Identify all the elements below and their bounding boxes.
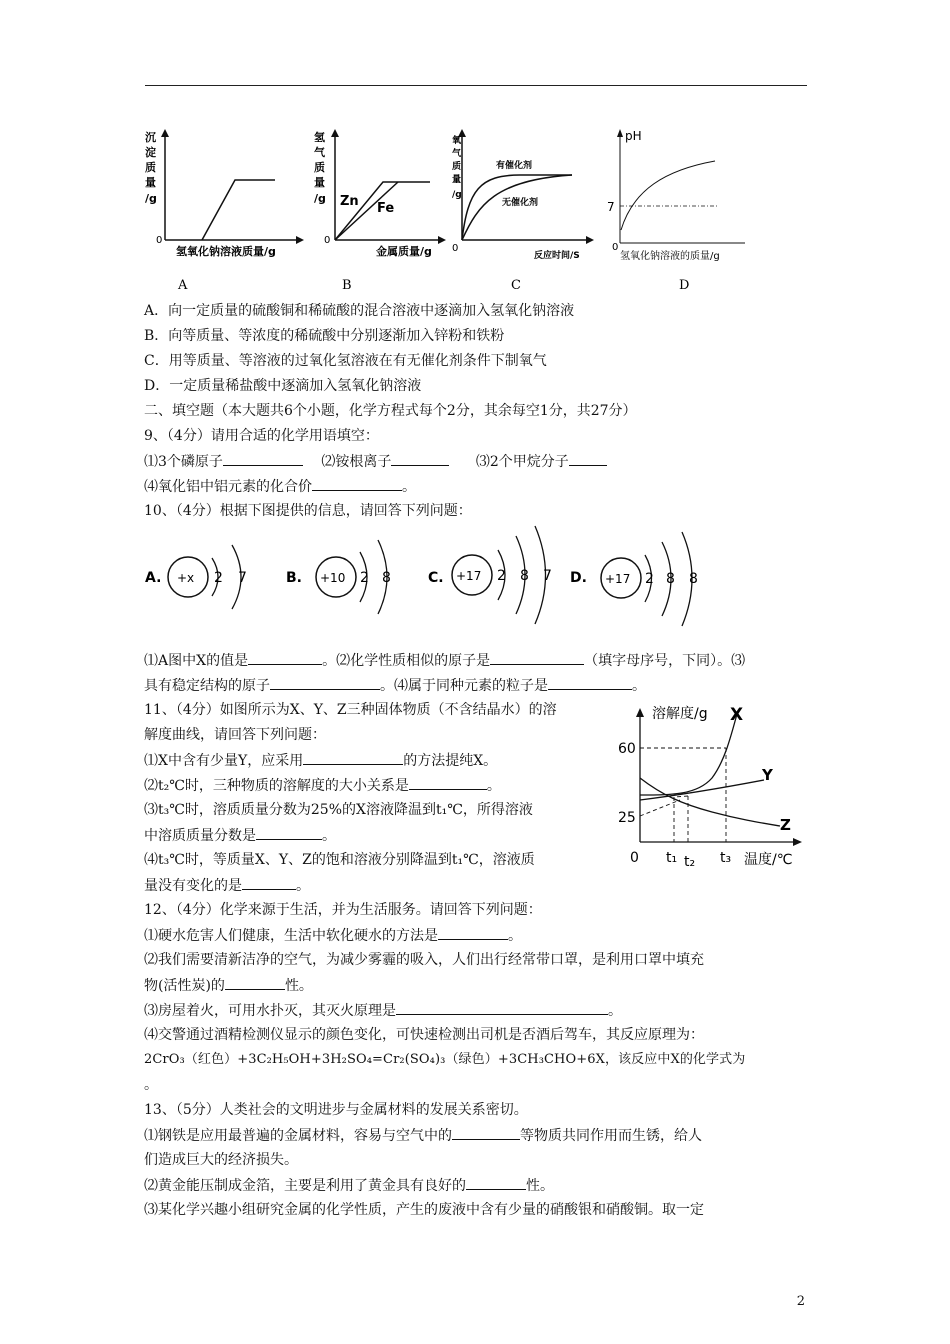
atom-c-shell-2: 8 [520, 568, 529, 584]
graph-c-ylabel-5: /g [452, 190, 462, 200]
q12-part-2-end: 性。 [284, 978, 313, 994]
graph-b-ylabel-3: 质 [314, 161, 325, 174]
atom-a-letter: A. [145, 570, 162, 586]
q9-part-4: ⑷氧化铝中铝元素的化合价 [144, 479, 312, 495]
question-9-row-1 [144, 451, 607, 472]
graph-a-ylabel-2: 淀 [145, 146, 156, 159]
question-13-part-3: ⑶某化学兴趣小组研究金属的化学性质，产生的废液中含有少量的硝酸银和硝酸铜。取一定 [144, 1202, 704, 1218]
graph-c-letter: C [511, 278, 521, 293]
solubility-ylabel: 溶解度/g [652, 706, 708, 722]
question-11-line-2: 解度曲线，请回答下列问题： [144, 727, 326, 743]
q13-part-2-end: 性。 [526, 1178, 554, 1194]
graph-c-ylabel-4: 量 [452, 175, 462, 185]
section-2-heading: 二、填空题（本大题共6个小题，化学方程式每个2分，其余每空1分，共27分） [144, 403, 637, 419]
atom-a-nucleus: +x [177, 571, 195, 585]
q10-answer-3[interactable] [270, 675, 380, 690]
question-12-part-2: ⑵我们需要清新洁净的空气，为减少雾霾的吸入，人们出行经常带口罩，是利用口罩中填充 [144, 952, 704, 968]
graph-a-letter: A [178, 278, 188, 293]
q13-part-1-end: 等物质共同作用而生锈，给人 [520, 1128, 702, 1144]
option-b: B．向等质量、等浓度的稀硫酸中分别逐渐加入锌粉和铁粉 [144, 328, 505, 344]
question-11-part-4: ⑷t₃℃时，等质量X、Y、Z的饱和溶液分别降温到t₁℃，溶液质 [144, 852, 535, 868]
atom-d-shell-2: 8 [666, 571, 675, 587]
solubility-tick-t1: t₁ [666, 850, 678, 866]
question-12-end: 。 [144, 1077, 158, 1093]
solubility-tick-60: 60 [618, 741, 636, 757]
graph-b [310, 125, 450, 304]
q13-answer-2[interactable] [466, 1175, 526, 1190]
q11-part-1-text: ⑴X中含有少量Y，应采用 [144, 753, 304, 769]
atom-d-nucleus: +17 [605, 572, 631, 586]
q9-answer-2[interactable] [391, 451, 449, 466]
atom-d-shell-1: 2 [645, 571, 654, 587]
question-13-part-1b: 们造成巨大的经济损失。 [144, 1152, 298, 1168]
q11-part-3-text: 中溶质质量分数是 [144, 828, 256, 844]
q10-answer-2[interactable] [490, 650, 584, 665]
option-c: C．用等质量、等溶液的过氧化氢溶液在有无催化剂条件下制氧气 [144, 353, 547, 369]
graph-b-ylabel-5: /g [314, 192, 326, 205]
q9-answer-1[interactable] [223, 451, 303, 466]
atom-c-letter: C. [428, 570, 444, 586]
graph-a-ylabel-1: 沉 [145, 131, 156, 144]
q9-part-2: ⑵铵根离子 [321, 454, 392, 470]
solubility-chart [612, 700, 812, 884]
solubility-tick-25: 25 [618, 810, 636, 826]
question-11-part-3: ⑶t₃℃时，溶质质量分数为25%的X溶液降温到t₁℃，所得溶液 [144, 802, 533, 818]
question-10-row-2 [144, 675, 646, 696]
question-11-part-4b [144, 875, 310, 896]
q13-part-2-text: ⑵黄金能压制成金箔，主要是利用了黄金具有良好的 [144, 1178, 466, 1194]
graph-a [140, 125, 310, 304]
question-12-part-4: ⑷交警通过酒精检测仪显示的颜色变化，可快速检测出司机是否酒后驾车，其反应原理为： [144, 1027, 704, 1043]
graph-a-ylabel-4: 量 [145, 176, 156, 189]
graph-b-origin: 0 [324, 235, 331, 246]
page-number: 2 [796, 1294, 805, 1309]
q12-part-3-end: 。 [608, 1003, 622, 1019]
graph-c-ylabel-3: 质 [452, 162, 462, 172]
q12-part-2-text: 物(活性炭)的 [144, 978, 225, 994]
question-9: 9、（4分）请用合适的化学用语填空： [144, 428, 379, 444]
q9-answer-3[interactable] [569, 451, 607, 466]
atom-b-nucleus: +10 [320, 571, 346, 585]
graph-b-ylabel-1: 氢 [314, 131, 325, 144]
q11-part-2-text: ⑵t₂℃时，三种物质的溶解度的大小关系是 [144, 778, 409, 794]
solubility-tick-t2: t₂ [684, 854, 696, 870]
q12-answer-2[interactable] [225, 975, 285, 990]
graph-b-ylabel-2: 气 [314, 146, 325, 159]
solubility-origin: 0 [630, 850, 639, 866]
graph-c-origin: 0 [452, 243, 459, 254]
graph-d-origin: 0 [612, 242, 619, 253]
question-11-line-1: 11、（4分）如图所示为X、Y、Z三种固体物质（不含结晶水）的溶 [144, 702, 557, 718]
graph-a-origin: 0 [156, 235, 163, 246]
q12-part-3-text: ⑶房屋着火，可用水扑灭，其灭火原理是 [144, 1003, 396, 1019]
atom-b-letter: B. [286, 570, 302, 586]
q10-part-3: （填字母序号，下同）。⑶ [584, 653, 746, 669]
option-d: D．一定质量稀盐酸中逐滴加入氢氧化钠溶液 [144, 378, 422, 394]
q10-part-5: 。⑷属于同种元素的粒子是 [380, 678, 548, 694]
question-11-part-2 [144, 775, 501, 796]
solubility-xlabel: 温度/℃ [744, 852, 793, 868]
graph-a-xlabel: 氢氧化钠溶液质量/g [176, 245, 276, 258]
graph-b-xlabel: 金属质量/g [376, 245, 432, 258]
q11-answer-3[interactable] [256, 825, 322, 840]
graph-c-no-catalyst-label: 无催化剂 [502, 198, 539, 208]
q11-answer-1[interactable] [303, 750, 403, 765]
solubility-label-x: X [730, 705, 744, 725]
q10-part-1: ⑴A图中X的值是 [144, 653, 249, 669]
graph-d-seven: 7 [607, 200, 615, 214]
question-11-part-1 [144, 750, 497, 771]
q10-answer-1[interactable] [248, 650, 322, 665]
graph-d-letter: D [679, 278, 690, 293]
atom-a-shell-1: 2 [214, 570, 223, 586]
header-rule [145, 85, 807, 86]
q10-part-6: 。 [632, 678, 646, 694]
atom-b-shell-1: 2 [360, 570, 369, 586]
q9-part-4-end: 。 [402, 479, 416, 495]
graph-d-xlabel: 氢氧化钠溶液的质量/g [620, 251, 720, 262]
graph-c [450, 125, 600, 304]
question-9-row-2 [144, 476, 416, 497]
graph-c-catalyst-label: 有催化剂 [496, 161, 533, 171]
q13-answer-1[interactable] [452, 1125, 520, 1140]
solubility-label-y: Y [762, 766, 773, 784]
solubility-tick-t3: t₃ [720, 850, 732, 866]
q11-part-4-text: 量没有变化的是 [144, 878, 242, 894]
graph-c-ylabel-2: 气 [452, 149, 462, 159]
atom-a-shell-2: 7 [238, 570, 247, 586]
q9-part-3: ⑶2个甲烷分子 [475, 454, 569, 470]
q10-part-4: 具有稳定结构的原子 [144, 678, 270, 694]
q9-part-1: ⑴3个磷原子 [144, 454, 223, 470]
q11-answer-4[interactable] [242, 875, 296, 890]
graph-b-letter: B [342, 278, 352, 293]
atom-c-shell-1: 2 [497, 568, 506, 584]
question-13-part-1 [144, 1125, 702, 1146]
question-10-row-1 [144, 650, 745, 671]
atom-d-letter: D. [570, 570, 587, 586]
graph-c-ylabel-1: 氧 [452, 136, 462, 146]
graph-b-ylabel-4: 量 [314, 176, 325, 189]
question-12: 12、（4分）化学来源于生活，并为生活服务。请回答下列问题： [144, 902, 542, 918]
option-a: A．向一定质量的硫酸铜和稀硫酸的混合溶液中逐滴加入氢氧化钠溶液 [144, 303, 575, 319]
graph-d-ylabel: pH [625, 129, 642, 143]
q12-part-1-text: ⑴硬水危害人们健康，生活中软化硬水的方法是 [144, 928, 438, 944]
atom-c-nucleus: +17 [456, 569, 482, 583]
atom-c-shell-3: 7 [543, 568, 552, 584]
q11-answer-2[interactable] [409, 775, 487, 790]
atom-d-shell-3: 8 [689, 571, 698, 587]
q12-part-1-end: 。 [508, 928, 522, 944]
q10-part-2: 。⑵化学性质相似的原子是 [322, 653, 491, 669]
question-11-part-3b [144, 825, 336, 846]
q9-answer-4[interactable] [312, 476, 402, 491]
graph-d [605, 125, 765, 304]
q11-part-1-end: 的方法提纯X。 [403, 753, 498, 769]
question-13: 13、（5分）人类社会的文明进步与金属材料的发展关系密切。 [144, 1102, 528, 1118]
graph-a-ylabel-3: 质 [145, 161, 156, 174]
atom-diagrams [140, 520, 720, 639]
graph-c-xlabel: 反应时间/S [534, 251, 580, 261]
graph-b-zn-label: Zn [340, 194, 359, 209]
q10-answer-4[interactable] [548, 675, 632, 690]
question-13-part-2 [144, 1175, 554, 1196]
q13-part-1-text: ⑴钢铁是应用最普遍的金属材料，容易与空气中的 [144, 1128, 452, 1144]
q12-answer-3[interactable] [396, 1000, 608, 1015]
q12-answer-1[interactable] [438, 925, 508, 940]
question-12-part-1 [144, 925, 522, 946]
atom-b-shell-2: 8 [382, 570, 391, 586]
solubility-label-z: Z [780, 816, 791, 834]
q11-part-4-end: 。 [296, 878, 310, 894]
q11-part-2-end: 。 [486, 778, 501, 794]
graph-b-fe-label: Fe [377, 201, 395, 216]
q11-part-3-end: 。 [322, 828, 336, 844]
graph-a-ylabel-5: /g [145, 192, 157, 205]
question-10: 10、（4分）根据下图提供的信息，请回答下列问题： [144, 503, 472, 519]
question-12-equation: 2CrO₃（红色）+3C₂H₅OH+3H₂SO₄=Cr₂(SO₄)₃（绿色）+3CH₃CHO+6X，该反应中X的化学式为 [144, 1052, 746, 1067]
question-12-part-2b [144, 975, 313, 996]
question-12-part-3 [144, 1000, 622, 1021]
